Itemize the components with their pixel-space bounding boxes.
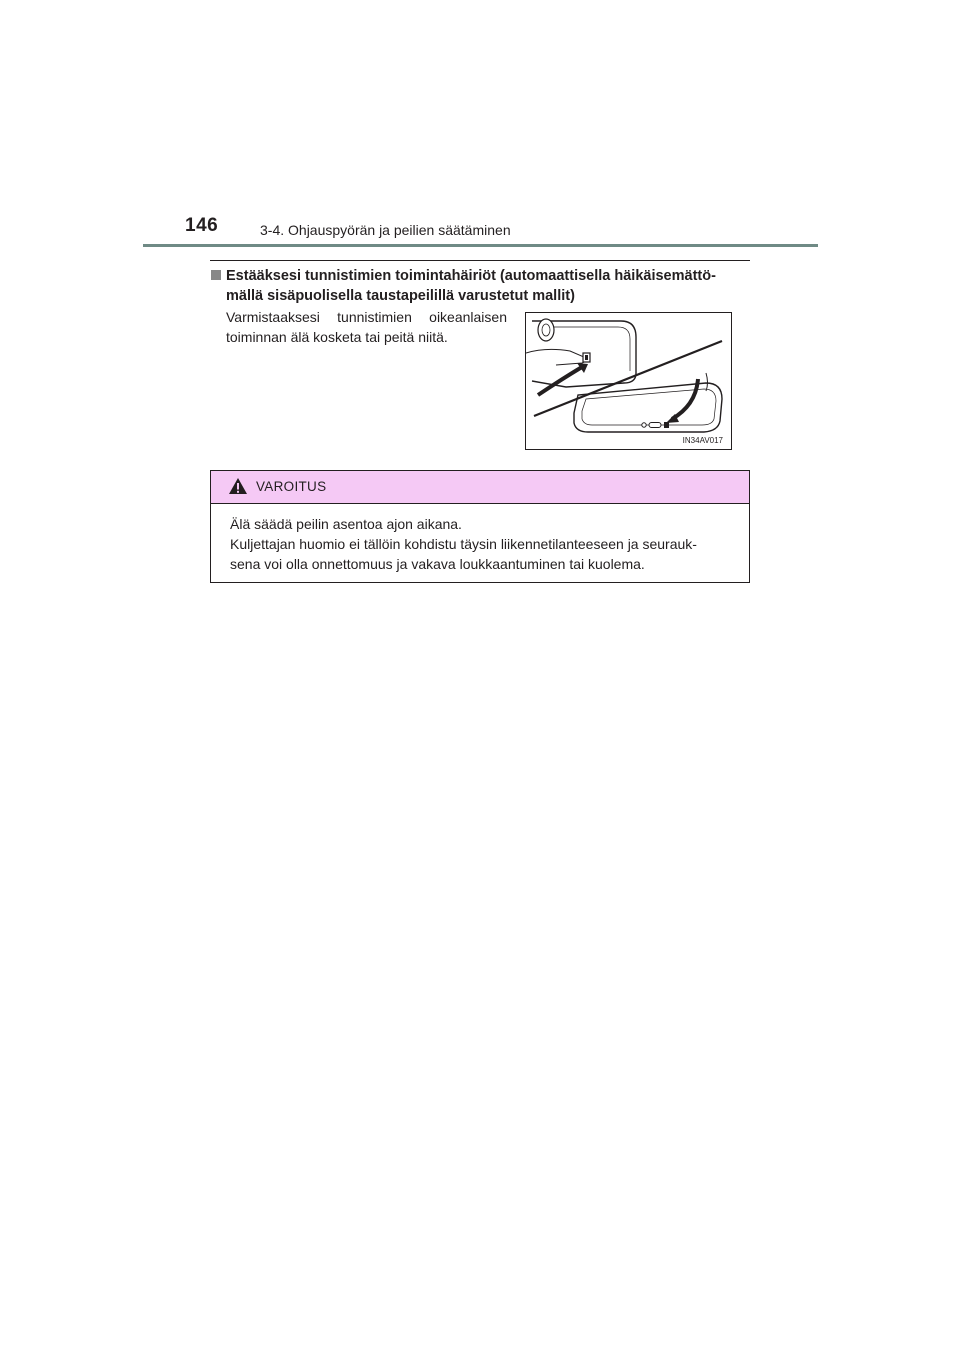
section-title: 3-4. Ohjauspyörän ja peilien säätäminen xyxy=(260,222,511,238)
warning-triangle-icon xyxy=(228,477,248,495)
warning-line-1: Älä säädä peilin asentoa ajon aikana. xyxy=(230,516,462,532)
body-text: Varmistaaksesi tunnistimien oikeanlaisen toiminnan älä kosketa tai peitä niitä. xyxy=(226,309,507,345)
warning-line-2: Kuljettajan huomio ei tällöin kohdistu täysin liikennetilanteeseen ja seurauk- xyxy=(230,536,697,552)
warning-box xyxy=(210,470,750,583)
warning-line-3: sena voi olla onnettomuus ja vakava loukkaantuminen tai kuolema. xyxy=(230,556,645,572)
header-rule xyxy=(143,244,818,247)
mirror-sensor-illustration xyxy=(525,312,732,450)
mirror-illustration-graphic xyxy=(526,313,732,450)
subsection-rule xyxy=(210,260,750,261)
heading-line-1: Estääksesi tunnistimien toimintahäiriöt (automaattisella häikäisemättö- xyxy=(226,268,716,284)
page-number: 146 xyxy=(185,215,219,236)
figure-code: IN34AV017 xyxy=(682,436,723,445)
heading-line-2: mällä sisäpuolisella taustapeilillä varustetut mallit) xyxy=(226,288,575,304)
warning-text xyxy=(230,514,742,574)
warning-header xyxy=(211,471,749,504)
warning-label: VAROITUS xyxy=(256,479,327,494)
square-bullet-icon xyxy=(211,270,221,280)
subsection-heading xyxy=(211,266,751,306)
